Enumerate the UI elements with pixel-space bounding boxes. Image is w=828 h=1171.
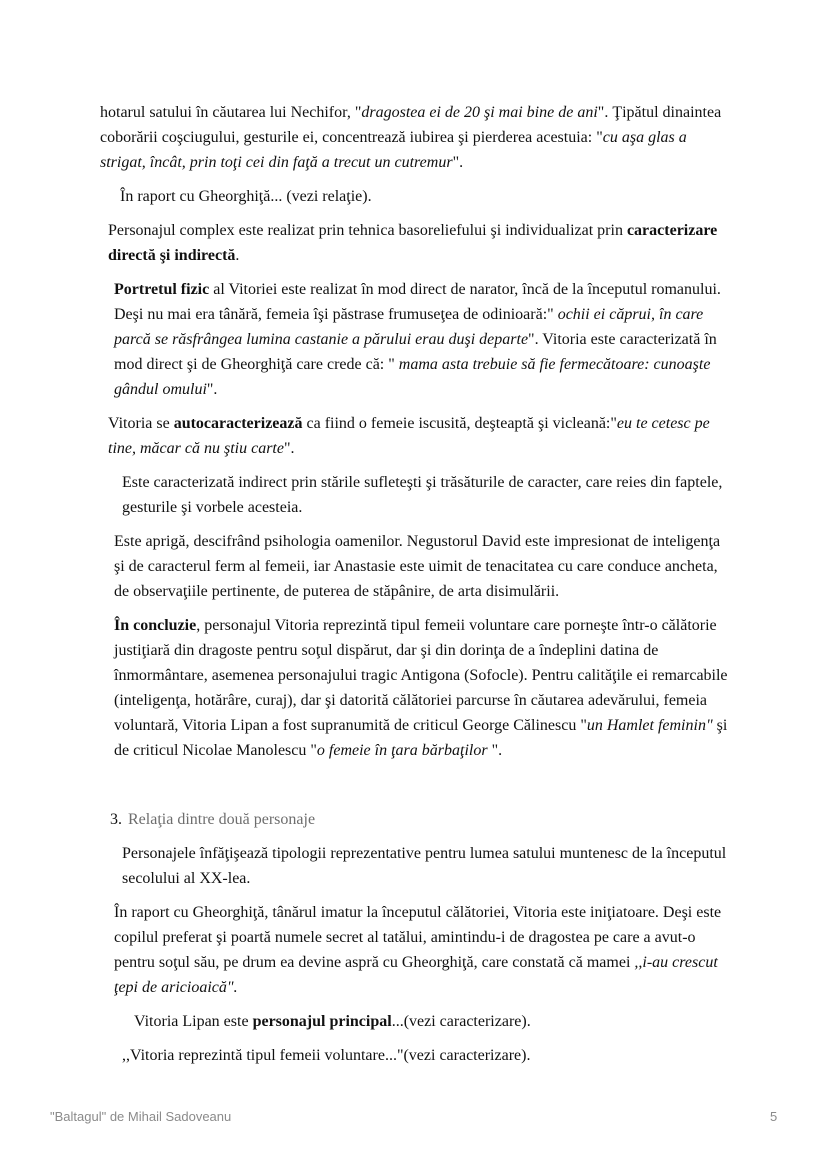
text-run: Personajul complex este realizat prin tehnica basoreliefului şi individualizat prin [108, 222, 627, 239]
section-number: 3. [110, 811, 122, 828]
quote: mama asta trebuie să fie fermecătoare: cunoaşte gândul omului [114, 356, 711, 398]
text-run: ". [452, 154, 464, 171]
paragraph-concluzie [100, 613, 730, 763]
bold-term: În concluzie [114, 617, 197, 634]
text-run: ". [487, 742, 503, 759]
paragraph-autocaracterizare [100, 411, 730, 461]
paragraph-portret-fizic [100, 277, 730, 402]
paragraph-basorelief [100, 218, 730, 268]
quote: eu te cetesc pe tine, măcar că nu ştiu carte [108, 415, 710, 457]
text-run: . [235, 247, 240, 264]
bold-term: Portretul fizic [114, 281, 210, 298]
text-run: ...(vezi caracterizare). [391, 1013, 531, 1030]
bold-term: personajul principal [252, 1013, 392, 1030]
quote: un Hamlet feminin" [586, 717, 713, 734]
document-body [100, 100, 730, 1068]
paragraph-gheorghita-ref: În raport cu Gheorghiţă... (vezi relaţie). [120, 188, 372, 205]
text-run: şi de criticul Nicolae Manolescu " [114, 717, 728, 759]
text-run: , personajul Vitoria reprezintă tipul femeii voluntare care porneşte într-o călătorie justiţiară din dragoste pentru soţul dispărut, dar şi din dorinţa de a îndeplini datina de înmormântare, asemenea personajului tragic Antigona (Sofocle). Pentru calităţile ei remarcabile (inteligenţa, hotărâre, curaj), dar şi datorită călătoriei parcurse în căutarea adevărului, femeia voluntară, Vitoria Lipan a fost supranumită de criticul George Călinescu " [114, 617, 728, 734]
bold-term: caracterizare directă şi indirectă [108, 222, 718, 264]
paragraph-nechifor [100, 100, 730, 175]
paragraph-personaj-principal [100, 1009, 730, 1034]
text-run: ca fiind o femeie iscusită, deşteaptă şi vicleană:" [302, 415, 617, 432]
quote: ,,i-au crescut ţepi de aricioaică". [114, 954, 718, 996]
footer-title: "Baltagul" de Mihail Sadoveanu [50, 1109, 232, 1124]
bold-term: autocaracterizează [173, 415, 303, 432]
paragraph-caracterizare-indirecta: Este caracterizată indirect prin stările sufleteşti şi trăsăturile de caracter, care reies din faptele, gesturile şi vorbele acesteia. [122, 474, 723, 516]
paragraph-tipologii: Personajele înfăţişează tipologii reprezentative pentru lumea satului muntenesc de la începutul secolului al XX-lea. [122, 845, 727, 887]
text-run: ". [206, 381, 218, 398]
quote: ochii ei căprui, în care parcă se răsfrângea lumina castanie a părului erau duşi departe [114, 306, 704, 348]
text-run: ". [283, 440, 295, 457]
quote: dragostea ei de 20 şi mai bine de ani [361, 104, 598, 121]
text-run: ". Vitoria este caracterizată în mod direct şi de Gheorghiţă care crede că: " [114, 331, 717, 373]
paragraph-apriga: Este aprigă, descifrând psihologia oamenilor. Negustorul David este impresionat de inteligenţa şi de caracterul ferm al femeii, iar Anastasie este uimit de tenacitatea cu care conduce ancheta, de observaţiile pertinente, de puterea de stăpânire, de arta disimulării. [114, 533, 721, 600]
text-run: al Vitoriei este realizat în mod direct de narator, încă de la începutul romanului. Deşi nu mai era tânără, femeia îşi păstrase frumuseţea de odinioară:" [114, 281, 721, 323]
text-run: În raport cu Gheorghiţă, tânărul imatur la începutul călătoriei, Vitoria este iniţiatoare. Deşi este copilul preferat şi poartă numele secret al tatălui, amintindu-i de dragostea pe care a avut-o pentru soţul său, pe drum ea devine aspră cu Gheorghiţă, care constată că mamei [114, 904, 722, 971]
text-run: Vitoria Lipan este [134, 1013, 253, 1030]
text-run: ". Ţipătul dinaintea coborării coşciugului, gesturile ei, concentrează iubirea şi pierderea acestuia: " [100, 104, 722, 146]
text-run: Vitoria se [108, 415, 174, 432]
page-number: 5 [770, 1109, 778, 1124]
quote: cu aşa glas a strigat, încât, prin toţi cei din faţă a trecut un cutremur [100, 129, 687, 171]
section-title: Relaţia dintre două personaje [128, 811, 316, 828]
section-heading [100, 807, 730, 832]
quote: o femeie în ţara bărbaţilor [316, 742, 488, 759]
paragraph-relatie-gheorghita [100, 900, 730, 1000]
paragraph-femeie-voluntara: ,,Vitoria reprezintă tipul femeii voluntare..."(vezi caracterizare). [122, 1047, 531, 1064]
text-run: hotarul satului în căutarea lui Nechifor, " [100, 104, 362, 121]
